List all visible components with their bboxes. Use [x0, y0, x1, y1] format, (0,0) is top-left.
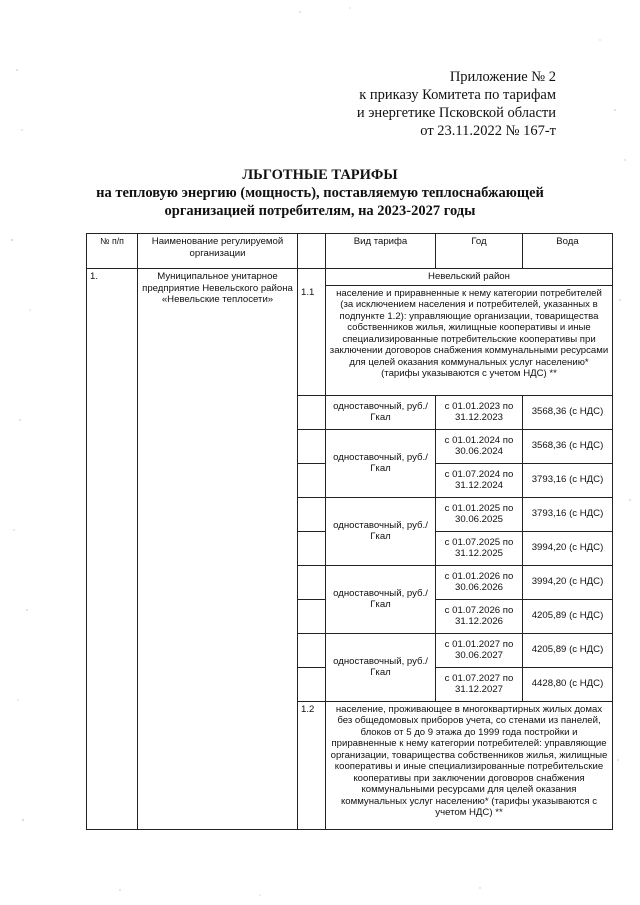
- value-cell: 3568,36 (с НДС): [523, 395, 613, 429]
- tariff-type-cell: одноставочный, руб./Гкал: [326, 497, 436, 565]
- header-water: Вода: [523, 234, 613, 269]
- period-cell: с 01.07.2027 по 31.12.2027: [436, 667, 523, 701]
- annex-committee-line: и энергетике Псковской области: [356, 105, 556, 121]
- header-year: Год: [436, 234, 523, 269]
- table-row: [87, 269, 613, 286]
- annex-number: Приложение № 2: [449, 69, 556, 85]
- period-cell: с 01.01.2025 по 30.06.2025: [436, 497, 523, 531]
- title-line-3: организацией потребителям, на 2023-2027 годы: [164, 203, 476, 219]
- organization-name: Муниципальное унитарное предприятие Невельского района «Невельские теплосети»: [138, 269, 298, 830]
- value-cell: 3793,16 (с НДС): [523, 497, 613, 531]
- value-cell: 4205,89 (с НДС): [523, 633, 613, 667]
- district-name: Невельский район: [326, 269, 613, 286]
- header-blank: [298, 234, 326, 269]
- header-num: № п/п: [87, 234, 138, 269]
- period-cell: с 01.01.2026 по 30.06.2026: [436, 565, 523, 599]
- annex-order-line: к приказу Комитета по тарифам: [359, 87, 556, 103]
- period-cell: с 01.07.2026 по 31.12.2026: [436, 599, 523, 633]
- table-header-row: [87, 234, 613, 269]
- value-cell: 3994,20 (с НДС): [523, 531, 613, 565]
- document-title: [0, 166, 640, 220]
- value-cell: 3994,20 (с НДС): [523, 565, 613, 599]
- tariff-type-cell: одноставочный, руб./Гкал: [326, 565, 436, 633]
- annex-date-line: от 23.11.2022 № 167-т: [420, 123, 556, 139]
- period-cell: с 01.01.2023 по 31.12.2023: [436, 395, 523, 429]
- title-line-1: ЛЬГОТНЫЕ ТАРИФЫ: [242, 167, 398, 183]
- section-1-2-number: 1.2: [298, 701, 326, 829]
- period-cell: с 01.01.2027 по 30.06.2027: [436, 633, 523, 667]
- section-1-1-description: население и приравненные к нему категории потребителей (за исключением населения и потребителей, указанных в подпункте 1.2): управляющие организации, товарищества собственников жилья, жилищные кооперативы и иные специализированные потребительские кооперативы при заключении договоров снабжения коммунальными ресурсами для целей оказания коммунальных услуг населению* (тарифы указываются с учетом НДС) **: [326, 285, 613, 395]
- tariff-type-cell: одноставочный, руб./Гкал: [326, 395, 436, 429]
- section-1-1-number: 1.1: [298, 285, 326, 395]
- header-tariff-type: Вид тарифа: [326, 234, 436, 269]
- header-org: Наименование регулируемой организации: [138, 234, 298, 269]
- value-cell: 4205,89 (с НДС): [523, 599, 613, 633]
- value-cell: 3568,36 (с НДС): [523, 429, 613, 463]
- period-cell: с 01.07.2024 по 31.12.2024: [436, 463, 523, 497]
- tariff-table: [86, 233, 613, 830]
- tariff-type-cell: одноставочный, руб./Гкал: [326, 429, 436, 497]
- tariff-type-cell: одноставочный, руб./Гкал: [326, 633, 436, 701]
- row-number: 1.: [87, 269, 138, 830]
- value-cell: 3793,16 (с НДС): [523, 463, 613, 497]
- section-1-2-description: население, проживающее в многоквартирных жилых домах без общедомовых приборов учета, со стенами из панелей, блоков от 5 до 9 этажа до 1999 года постройки и приравненные к нему категории потребителей: управляющие организации, товарищества собственников жилья, жилищные кооперативы и иные специализированные потребительские кооперативы при заключении договоров снабжения коммунальными ресурсами для целей оказания коммунальных услуг населению* (тарифы указываются с учетом НДС) **: [326, 701, 613, 829]
- period-cell: с 01.07.2025 по 31.12.2025: [436, 531, 523, 565]
- annex-block: [357, 68, 556, 140]
- value-cell: 4428,80 (с НДС): [523, 667, 613, 701]
- title-line-2: на тепловую энергию (мощность), поставляемую теплоснабжающей: [96, 185, 544, 201]
- period-cell: с 01.01.2024 по 30.06.2024: [436, 429, 523, 463]
